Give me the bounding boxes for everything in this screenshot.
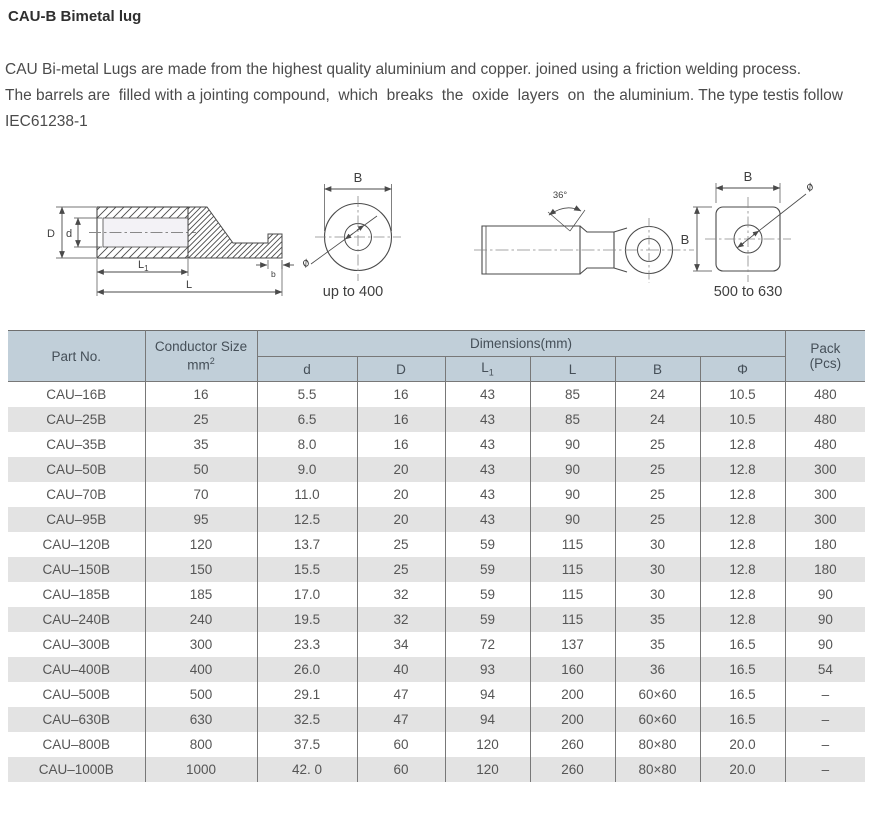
value-cell: 13.7 [257,532,357,557]
column-header-pack: Pack (Pcs) [785,331,865,382]
value-cell: 32.5 [257,707,357,732]
value-cell: 43 [445,432,530,457]
value-cell: 95 [145,507,257,532]
value-cell: 90 [785,632,865,657]
value-cell: 480 [785,407,865,432]
value-cell: 5.5 [257,382,357,407]
value-cell: 60 [357,757,445,782]
value-cell: 400 [145,657,257,682]
value-cell: 120 [145,532,257,557]
value-cell: 43 [445,382,530,407]
value-cell: 36 [615,657,700,682]
value-cell: 80×80 [615,732,700,757]
part-no-cell: CAU–25B [46,411,107,427]
value-cell: 20 [357,482,445,507]
table-row [8,482,865,507]
value-cell: 80×80 [615,757,700,782]
value-cell: 26.0 [257,657,357,682]
part-no-cell: CAU–300B [42,636,111,652]
value-cell: 60×60 [615,707,700,732]
value-cell: 90 [785,582,865,607]
part-no-cell: CAU–800B [42,736,111,752]
value-cell: 20.0 [700,732,785,757]
part-no-cell: CAU–70B [46,486,107,502]
technical-drawings [0,155,871,325]
value-cell: 240 [145,607,257,632]
value-cell: 59 [445,582,530,607]
value-cell: 12.8 [700,432,785,457]
value-cell: 480 [785,382,865,407]
value-cell: 43 [445,507,530,532]
value-cell: 160 [530,657,615,682]
dim-label-B-round: B [353,170,363,185]
value-cell: 260 [530,732,615,757]
lug-side-view [474,190,694,283]
table-row [8,457,865,482]
table-row [8,732,865,757]
table-row [8,382,865,407]
value-cell: 12.8 [700,607,785,632]
lug-section-drawing [47,207,294,296]
value-cell: 90 [530,482,615,507]
column-header-conductor-size: Conductor Size $mm^2$ [145,331,257,382]
value-cell: 43 [445,482,530,507]
caption-500-to-630: 500 to 630 [713,284,783,300]
value-cell: – [785,682,865,707]
table-body [8,382,865,782]
value-cell: 12.8 [700,507,785,532]
column-header-L1: $L_1$ [445,357,530,382]
value-cell: 40 [357,657,445,682]
part-no-cell: CAU–35B [46,436,107,452]
value-cell: 180 [785,557,865,582]
part-no-cell: CAU–400B [42,661,111,677]
value-cell: 115 [530,582,615,607]
value-cell: 300 [785,457,865,482]
value-cell: 59 [445,607,530,632]
value-cell: 24 [615,382,700,407]
value-cell: 8.0 [257,432,357,457]
value-cell: 35 [615,632,700,657]
dim-label-L: L [186,279,193,291]
value-cell: 12.8 [700,582,785,607]
value-cell: 42. 0 [257,757,357,782]
dim-label-B-top: B [743,169,753,184]
value-cell: 25 [357,532,445,557]
table-row [8,682,865,707]
value-cell: 150 [145,557,257,582]
value-cell: 30 [615,557,700,582]
value-cell: 1000 [145,757,257,782]
dim-label-b: b [271,269,276,279]
value-cell: 30 [615,582,700,607]
value-cell: 300 [785,482,865,507]
column-header-part-no: Part No. [8,331,145,382]
value-cell: 90 [530,432,615,457]
value-cell: 120 [445,732,530,757]
value-cell: – [785,757,865,782]
value-cell: 630 [145,707,257,732]
table-row [8,632,865,657]
value-cell: 500 [145,682,257,707]
part-no-cell: CAU–120B [42,536,111,552]
value-cell: 115 [530,557,615,582]
value-cell: 20 [357,507,445,532]
dim-label-B-left: B [680,232,690,247]
value-cell: 25 [615,507,700,532]
value-cell: 12.8 [700,457,785,482]
value-cell: 120 [445,757,530,782]
table-row [8,532,865,557]
column-header-D: D [357,357,445,382]
value-cell: 9.0 [257,457,357,482]
diameter-symbol: ø [802,178,817,195]
part-no-cell: CAU–150B [42,561,111,577]
value-cell: 47 [357,707,445,732]
value-cell: 37.5 [257,732,357,757]
value-cell: 54 [785,657,865,682]
value-cell: 15.5 [257,557,357,582]
value-cell: 70 [145,482,257,507]
page-title: CAU-B Bimetal lug [8,8,142,25]
dim-label-d: d [66,228,73,240]
part-no-cell: CAU–630B [42,711,111,727]
table-row [8,507,865,532]
part-no-cell: CAU–500B [42,686,111,702]
value-cell: 10.5 [700,382,785,407]
value-cell: 185 [145,582,257,607]
description-line: IEC61238-1 [5,113,88,130]
value-cell: 43 [445,407,530,432]
value-cell: 25 [615,432,700,457]
value-cell: 20.0 [700,757,785,782]
value-cell: 43 [445,457,530,482]
value-cell: 24 [615,407,700,432]
value-cell: 6.5 [257,407,357,432]
value-cell: 115 [530,607,615,632]
round-barrel-end-view [298,170,401,300]
value-cell: 90 [530,457,615,482]
dim-label-D: D [47,228,55,240]
column-header-L: L [530,357,615,382]
value-cell: 25 [145,407,257,432]
value-cell: 16 [357,382,445,407]
value-cell: 200 [530,682,615,707]
value-cell: 25 [615,482,700,507]
table-row [8,557,865,582]
value-cell: 180 [785,532,865,557]
value-cell: 19.5 [257,607,357,632]
value-cell: 93 [445,657,530,682]
value-cell: 300 [145,632,257,657]
table-row [8,707,865,732]
value-cell: 60 [357,732,445,757]
part-no-cell: CAU–1000B [38,761,114,777]
value-cell: 260 [530,757,615,782]
value-cell: 90 [785,607,865,632]
value-cell: 12.8 [700,557,785,582]
value-cell: 35 [145,432,257,457]
value-cell: 32 [357,607,445,632]
dim-label-L1: $L_1$ [138,259,149,273]
value-cell: 12.8 [700,532,785,557]
value-cell: 10.5 [700,407,785,432]
value-cell: 50 [145,457,257,482]
value-cell: – [785,707,865,732]
description-line: CAU Bi-metal Lugs are made from the highest quality aluminium and copper. joined using a friction welding process. [5,61,802,78]
value-cell: 300 [785,507,865,532]
value-cell: 35 [615,607,700,632]
value-cell: 32 [357,582,445,607]
column-header-d: d [257,357,357,382]
table-row [8,432,865,457]
value-cell: 12.5 [257,507,357,532]
angle-label-36deg: 36° [552,190,568,201]
value-cell: 16 [357,407,445,432]
value-cell: 29.1 [257,682,357,707]
spec-table [8,330,865,782]
value-cell: 16 [145,382,257,407]
value-cell: 47 [357,682,445,707]
value-cell: 25 [357,557,445,582]
part-no-cell: CAU–16B [8,382,145,407]
value-cell: 17.0 [257,582,357,607]
value-cell: 34 [357,632,445,657]
value-cell: – [785,732,865,757]
diameter-symbol: ø [298,254,313,271]
value-cell: 94 [445,682,530,707]
table-row [8,607,865,632]
value-cell: 30 [615,532,700,557]
value-cell: 11.0 [257,482,357,507]
value-cell: 59 [445,557,530,582]
value-cell: 16.5 [700,682,785,707]
value-cell: 60×60 [615,682,700,707]
value-cell: 23.3 [257,632,357,657]
value-cell: 137 [530,632,615,657]
value-cell: 800 [145,732,257,757]
value-cell: 85 [530,407,615,432]
product-description [5,57,865,135]
value-cell: 20 [357,457,445,482]
part-no-cell: CAU–50B [46,461,107,477]
value-cell: 94 [445,707,530,732]
value-cell: 480 [785,432,865,457]
value-cell: 12.8 [700,482,785,507]
part-no-cell: CAU–95B [46,511,107,527]
square-barrel-end-view [681,169,817,300]
table-row [8,407,865,432]
value-cell: 16.5 [700,707,785,732]
table-row [8,582,865,607]
table-row [8,657,865,682]
value-cell: 85 [530,382,615,407]
value-cell: 16.5 [700,632,785,657]
value-cell: 59 [445,532,530,557]
column-header-phi: Φ [700,357,785,382]
column-header-dimensions: Dimensions(mm) [257,331,785,357]
value-cell: 72 [445,632,530,657]
part-no-cell: CAU–240B [42,611,111,627]
value-cell: 25 [615,457,700,482]
table-row [8,757,865,782]
caption-up-to-400: up to 400 [322,284,384,300]
description-line: The barrels are filled with a jointing compound, which breaks the oxide layers on the aluminium. The type testis follow [5,87,843,104]
column-header-B: B [615,357,700,382]
value-cell: 16.5 [700,657,785,682]
value-cell: 115 [530,532,615,557]
value-cell: 200 [530,707,615,732]
part-no-cell: CAU–185B [42,586,111,602]
value-cell: 16 [357,432,445,457]
value-cell: 90 [530,507,615,532]
